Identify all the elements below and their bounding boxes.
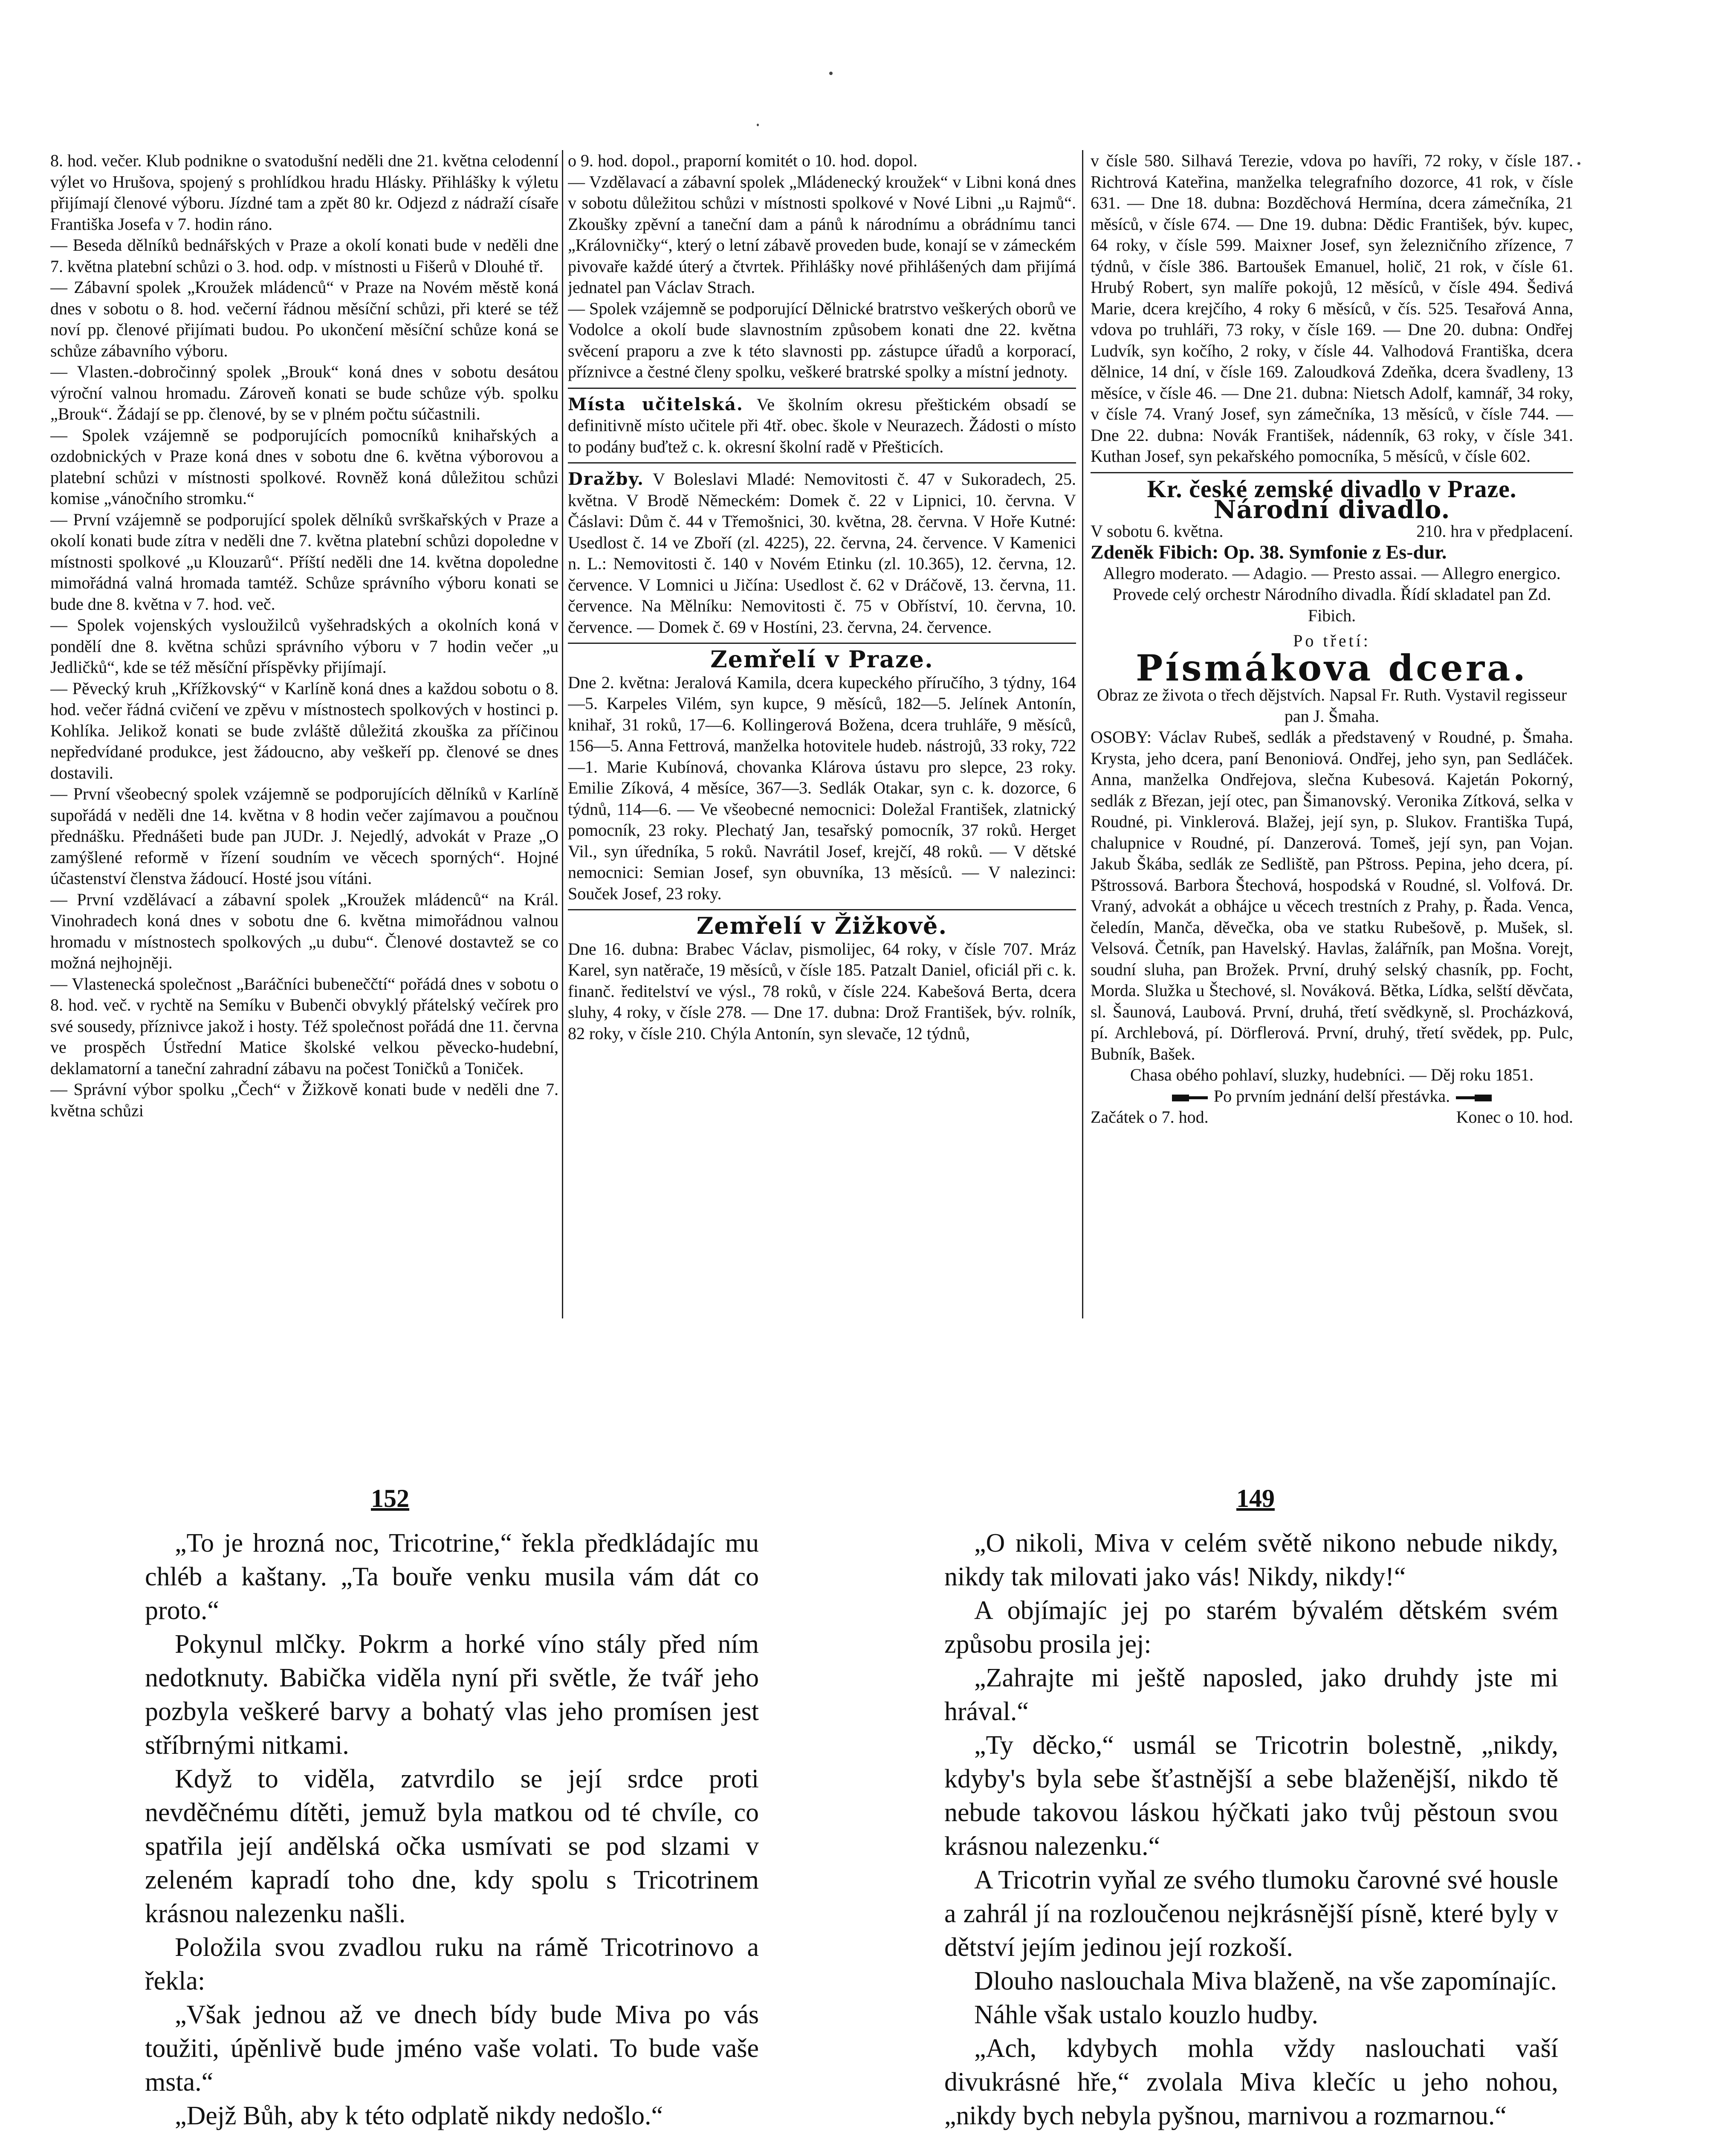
col1-paragraph: — Spolek vzájemně se podporujících pomocníků knihařských a ozdobnických v Praze koná dnes v sobotu dne 6. května výborovou a platební schůzi v místnosti spolkové. Rovněž koná důležitou schůzi komise „vánočního stromku.“ (50, 425, 558, 508)
third-time-label: Po třetí: (1293, 631, 1371, 650)
novel-paragraph: „Ach, kdybych mohla vždy naslouchati vaší divukrásné hře,“ zvolala Miva klečíc u jeho nohou, „nikdy bych nebyla pyšnou, marnivou a rozmarnou.“ (944, 2034, 1558, 2130)
teacher-positions-heading: Místa učitelská. (568, 394, 744, 414)
col1-paragraph: — Spolek vojenských vysloužilců vyšehradských a okolních koná v pondělí dne 8. května schůzi správního výboru v 7 hodin večer „u Jedličků“, kde se též měsíční příspěvky přijímají. (50, 615, 558, 677)
deaths-prague-text: Dne 2. května: Jeralová Kamila, dcera kupeckého příručího, 3 týdny, 164—5. Karpeles Vilém, syn kupce, 9 měsíců, 182—5. Jelínek Antonín, knihař, 31 roků, 17—6. Kollingerová Božena, dcera truhláře, 9 měsíců, 156—5. Anna Fettrová, manželka hotovitele hudeb. nástrojů, 33 roky, 722—1. Marie Kubínová, chovanka Klárova ústavu pro slepce, 23 roky. Emilie Zíková, 4 měsíce, 367—3. Sedlák Otakar, syn c. k. dozorce, 6 týdnů, 114—6. — Ve všeobecné nemocnici: Doležal František, zlatnický pomocník, 23 roky. Plechatý Jan, tesařský pomocník, 37 roků. Herget Vil., syn úředníka, 5 roků. Navrátil Josef, krejčí, 48 roků. — V dětské nemocnici: Semian Josef, syn obuvníka, 13 měsíců. — V nalezinci: Souček Josef, 23 roky. (568, 672, 1076, 903)
theatre-subtitle: Národní divadlo. (1213, 495, 1450, 524)
novel-paragraph: „Dejž Bůh, aby k této odplatě nikdy nedošlo.“ (175, 2101, 663, 2130)
symphony-movements: Allegro moderato. — Adagio. — Presto assai. — Allegro energico. (1103, 563, 1561, 583)
play-setting: Chasa obého pohlaví, sluzky, hudebníci. — Děj roku 1851. (1130, 1065, 1534, 1084)
column-1 (50, 150, 558, 1323)
novel-paragraph: A Tricotrin vyňal ze svého tlumoku čarovné své housle a zahrál jí na rozloučenou nejkrásnější písně, které byly v dětství jejím jedinou její rozkoší. (944, 1866, 1558, 1962)
intermission-note (1091, 1086, 1573, 1107)
show-start: Začátek o 7. hod. (1091, 1107, 1209, 1127)
pointing-hand-icon (1454, 1091, 1493, 1104)
col2-paragraph: — Spolek vzájemně se podporující Dělnické bratrstvo veškerých oborů ve Vodolce a okolí bude slavnostním způsobem konati dne 22. května svěcení praporu a zve k této slavnosti pp. zástupce úřadů a korporací, příznivce a čestné členy spolku, veškeré bratrské spolky a místní jednoty. (568, 298, 1076, 381)
col1-paragraph: 8. hod. večer. Klub podnikne o svatodušní neděli dne 21. května celodenní výlet vo Hrušova, spojený s prohlídkou hradu Hlásky. Přihlášky k výletu přijímají členové výboru. Jízdné tam a zpět 80 kr. Odjezd z nádraží císaře Františka Josefa v 7. hodin ráno. (50, 151, 558, 234)
novel-right-page (944, 1527, 1558, 2132)
novel-paragraph: „To je hrozná noc, Tricotrine,“ řekla předkládajíc mu chléb a kaštany. „Ta bouře venku musila vám dát co proto.“ (145, 1529, 759, 1625)
section-divider (568, 462, 1076, 463)
section-divider (568, 388, 1076, 389)
auctions-notice (568, 469, 1076, 637)
novel-right-page-number: 149 (1236, 1484, 1275, 1512)
col1-paragraph: — Správní výbor spolku „Čech“ v Žižkově konati bude v neděli dne 7. května schůzi (50, 1080, 558, 1120)
novel-paragraph: „O nikoli, Miva v celém světě nikono nebude nikdy, nikdy tak milovati jako vás! Nikdy, nikdy!“ (944, 1529, 1558, 1591)
col1-paragraph: — První všeobecný spolek vzájemně se podporujících dělníků v Karlíně supořádá v neděli dne 14. května v 8 hodin večer zajímavou a poučnou přednášku. Přednášeti bude pan JUDr. J. Nejedlý, advokát v Praze „O zamýšlené reformě v řízení soudním ve věcech sporných“. Hojné účastenství členstva žádoucí. Hosté jsou vítáni. (50, 784, 558, 888)
column-divider (562, 150, 563, 1318)
novel-paragraph: A objímajíc jej po starém bývalém dětském svém způsobu prosila jej: (944, 1596, 1558, 1659)
col2-paragraph: — Vzdělavací a zábavní spolek „Mládenecký kroužek“ v Libni koná dnes v sobotu důležitou schůzi v místnosti spolkové v Nové Libni „u Rajmů“. Zkoušky zpěvní a taneční dam a pánů k národnímu a obrádnímu tanci „Královničky“, který o letní zábavě proveden bude, konají se v zámeckém pivovaře každé úterý a čtvrtek. Přihlášky nové přihlášených dam přijímá jednatel pan Václav Strach. (568, 172, 1076, 297)
auctions-heading: Dražby. (568, 469, 644, 489)
novel-paragraph: „Zahrajte mi ještě naposled, jako druhdy jste mi hrával.“ (944, 1663, 1558, 1726)
novel-paragraph: Položila svou zvadlou ruku na rámě Tricotrinovo a řekla: (145, 1933, 759, 1996)
performed-by: Provede celý orchestr Národního divadla. Řídí skladatel pan Zd. Fibich. (1112, 585, 1551, 625)
deaths-zizkov-heading: Zemřelí v Žižkově. (696, 912, 948, 939)
novel-left-page-number: 152 (371, 1484, 409, 1512)
deaths-zizkov-text: Dne 16. dubna: Brabec Václav, pismolijec, 64 roky, v čísle 707. Mráz Karel, syn natěrače, 19 měsíců, v čísle 185. Patzalt Daniel, oficiál při c. k. finanč. ředitelství ve výsl., 78 roků, v čísle 224. Kabešová Berta, dcera sluhy, 4 roky, v čísle 278. — Dne 17. dubna: Drož František, býv. rolník, 82 roky, v čísle 210. Chýla Antonín, syn slevače, 12 týdnů, (568, 939, 1076, 1043)
col1-paragraph: — Vlasten.-dobročinný spolek „Brouk“ koná dnes v sobotu desátou výroční valnou hromadu. Zároveň konati se bude schůze výb. spolku „Brouk“. Žádají se pp. členové, by se v plném počtu súčastnili. (50, 362, 558, 423)
column-3 (1091, 150, 1573, 1323)
play-title: Písmákova dcera. (1136, 646, 1528, 689)
col2-paragraph: o 9. hod. dopol., praporní komitét o 10. hod. dopol. (568, 151, 917, 170)
novel-paragraph: „Ty děcko,“ usmál se Tricotrin bolestně, „nikdy, kdyby's byla sebe šťastnější a sebe blaženější, nikdo tě nebude takovou láskou hýčkati jako tvůj pěstoun svou krásnou nalezenku.“ (944, 1731, 1558, 1861)
col1-paragraph: — První vzdělávací a zábavní spolek „Kroužek mládenců“ na Král. Vinohradech koná dnes v sobotu dne 6. května mimořádnou valnou hromadu v místnostech spolkových „u dubu“. Členové dostavtež se co možná nejhojněji. (50, 889, 558, 972)
col1-paragraph: — Beseda dělníků bednářských v Praze a okolí konati bude v neděli dne 7. května platební schůzi o 3. hod. odp. v místnosti u Fišerů v Dlouhé tř. (50, 235, 558, 276)
theatre-date: V sobotu 6. května. (1091, 521, 1224, 541)
print-speck (829, 72, 833, 75)
column-divider (1082, 150, 1083, 1318)
play-description: Obraz ze života o třech dějstvích. Napsal Fr. Ruth. Vystavil regisseur pan J. Šmaha. (1097, 685, 1567, 726)
col1-paragraph: — První vzájemně se podporující spolek dělníků svrškařských v Praze a okolí konati bude zítra v neděli dne 7. května platební schůzi dopoledne v místnosti spolkové „u Klouzarů“. Příští neděli dne 14. května dopoledne mimořádná valná hromada tamtéž. Schůze správního výboru konati se bude dne 8. května v 7. hod. več. (50, 510, 558, 614)
print-speck (1577, 162, 1580, 165)
col1-paragraph: — Pěvecký kruh „Křížkovský“ v Karlíně koná dnes a každou sobotu o 8. hod. večer řádná cvičení ve zpěvu v místnostech spolkových v hostinci p. Kohlíka. Jelikož konati se bude zvláště důležitá zkouška za příčinou nepředvídané produkce, jest žádoucno, aby veškeří pp. členové se dnes dostavili. (50, 678, 558, 782)
show-times (1091, 1107, 1573, 1128)
column-2 (568, 150, 1076, 1323)
play-cast: OSOBY: Václav Rubeš, sedlák a představený v Roudné, p. Šmaha. Krysta, jeho dcera, paní Benoniová. Ondřej, jeho syn, pan Sedláček. Anna, manželka Ondřejova, slečna Kubesová. Kajetán Pokorný, sedlák z Březan, její otec, pan Šimanovský. Veronika Zítková, selka v Roudné, pi. Vinklerová. Blažej, její syn, p. Slukov. Františka Tupá, chalupnice v Roudné, pí. Danzerová. Tomeš, její syn, pan Vojan. Jakub Škába, sedlák ze Sedliště, pan Pštross. Pepina, jeho dcera, pí. Pštrossová. Barbora Štechová, hospodská v Roudné, sl. Volfová. Dr. Vraný, advokát a obhájce u věcech trestních z Prahy, p. Řada. Venca, čeledín, Manča, děvečka, oba ve statku Rubešově, p. Mušek, sl. Velsová. Četník, pan Havelský. Havlas, žalářník, pan Mošna. Vorejt, soudní sluha, pan Brožek. První, druhý selský chasník, pp. Focht, Morda. Služka u Štechové, sl. Nováková. Bětka, Lídka, selští děvčata, sl. Šaunová, Laubová. První, druhá, třetí svědkyně, sl. Procházková, pí. Archlebová, pí. Dörflerová. První, druhý, třetí svědek, pp. Pulc, Bubník, Bašek. (1091, 727, 1573, 1063)
section-divider (568, 909, 1076, 910)
novel-paragraph: „Však jednou až ve dnech bídy bude Miva po vás toužiti, úpěnlivě bude jméno vaše volati. To bude vaše msta.“ (145, 2000, 759, 2097)
novel-paragraph: Náhle však ustalo kouzlo hudby. (974, 2000, 1318, 2029)
theatre-title: Kr. české zemské divadlo v Praze. (1147, 475, 1517, 503)
col1-paragraph: — Zábavní spolek „Kroužek mládenců“ v Praze na Novém městě koná dnes v sobotu o 8. hod. večerní řádnou měsíční schůzi, při které se též noví pp. členové přijímati budou. Po ukončení měsíční schůze koná se schůze zábavního výboru. (50, 278, 558, 360)
auctions-text: V Boleslavi Mladé: Nemovitosti č. 47 v Sukoradech, 25. května. V Brodě Německém: Domek č. 22 v Lipnici, 10. června. V Čáslavi: Dům č. 44 v Třemošnici, 30. května, 28. června. V Hoře Kutné: Usedlost č. 14 ve Zboří (zl. 4225), 22. června, 24. července. V Kamenici n. L.: Nemovitosti č. 140 v Novém Etinku (zl. 10.365), 12. června, 12. července. V Lomnici u Jičína: Usedlost č. 62 v Dráčově, 13. června, 11. července. Na Mělníku: Nemovitosti č. 75 v Obříství, 10. června, 10. července. — Domek č. 69 v Hostíni, 23. června, 24. července. (568, 469, 1076, 637)
section-divider (568, 643, 1076, 644)
deaths-prague-heading: Zemřelí v Praze. (710, 646, 934, 673)
novel-paragraph: Dlouho naslouchala Miva blaženě, na vše zapomínajíc. (974, 1967, 1557, 1996)
deaths-continued-text: v čísle 580. Silhavá Terezie, vdova po havíři, 72 roky, v čísle 187. Richtrová Kateřina, manželka telegrafního dozorce, 41 rok, v čísle 631. — Dne 18. dubna: Bozděchová Hermína, dcera zámečníka, 21 měsíců, v čísle 674. — Dne 19. dubna: Dědic František, býv. kupec, 64 roky, v čísle 599. Maixner Josef, syn železničního zřízence, 7 týdnů, v čísle 386. Bartoušek Emanuel, holič, 21 rok, v čísle 61. Hrubý Robert, syn malíře pokojů, 12 měsíců, v čísle 494. Šedivá Marie, dcera krejčího, 4 roky 6 měsíců, v čís. 525. Tesařová Anna, vdova po truhláři, 73 roky, v čísle 169. — Dne 20. dubna: Ondřej Ludvík, syn kočího, 2 roky, v čísle 44. Valhodová Františka, dcera dělnice, 14 dní, v čísle 169. Zaloudková Zdeňka, dcera švadleny, 13 měsíce, v čísle 46. — Dne 21. dubna: Nietsch Adolf, kamnář, 34 roky, v čísle 74. Vraný Josef, syn zámečníka, 13 měsíců, v čísle 744. — Dne 22. dubna: Novák František, nádenník, 63 roky, v čísle 341. Kuthan Josef, syn pekařského pomocníka, 5 měsíců, v čísle 602. (1091, 151, 1573, 466)
print-speck (757, 124, 759, 126)
teacher-positions-notice (568, 394, 1076, 458)
theatre-subscription: 210. hra v předplacení. (1416, 521, 1573, 541)
section-divider (1091, 472, 1573, 473)
novel-paragraph: Pokynul mlčky. Pokrm a horké víno stály před ním nedotknuty. Babička viděla nyní při světle, že tvář jeho pozbyla veškeré barvy a bohatý vlas jeho promísen jest stříbrnými nitkami. (145, 1630, 759, 1760)
show-end: Konec o 10. hod. (1456, 1107, 1573, 1127)
col1-paragraph: — Vlastenecká společnost „Baráčníci bubeneččtí“ pořádá dnes v sobotu o 8. hod. več. v rychtě na Semíku v Bubenči obvyklý přátelský večírek pro své sousedy, příznivce jakož i hosty. Též společnost pořádá dne 11. června ve prospěch Ústřední Matice školské velkou pěvecko-hudební, deklamatorní a taneční zahradní zábavu na počest Toničků a Toniček. (50, 974, 558, 1078)
teacher-positions-text: Ve školním okresu přeštickém obsadí se definitivně místo učitele při 4tř. obec. škole v Neurazech. Žádosti o místo to podány buďtež c. k. okresní školní radě v Přešticích. (568, 394, 1076, 456)
intermission-text: Po prvním jednání delší přestávka. (1213, 1086, 1450, 1106)
symphony-title: Zdeněk Fibich: Op. 38. Symfonie z Es-dur. (1091, 541, 1447, 563)
novel-left-page (145, 1527, 759, 2132)
novel-paragraph: Když to viděla, zatvrdilo se její srdce proti nevděčnému dítěti, jemuž byla matkou od té chvíle, co spatřila její andělská očka usmívati se pod slzami v zeleném kapradí toho dne, kdy spolu s Tricotrinem krásnou nalezenku našli. (145, 1764, 759, 1928)
pointing-hand-icon (1171, 1091, 1209, 1104)
